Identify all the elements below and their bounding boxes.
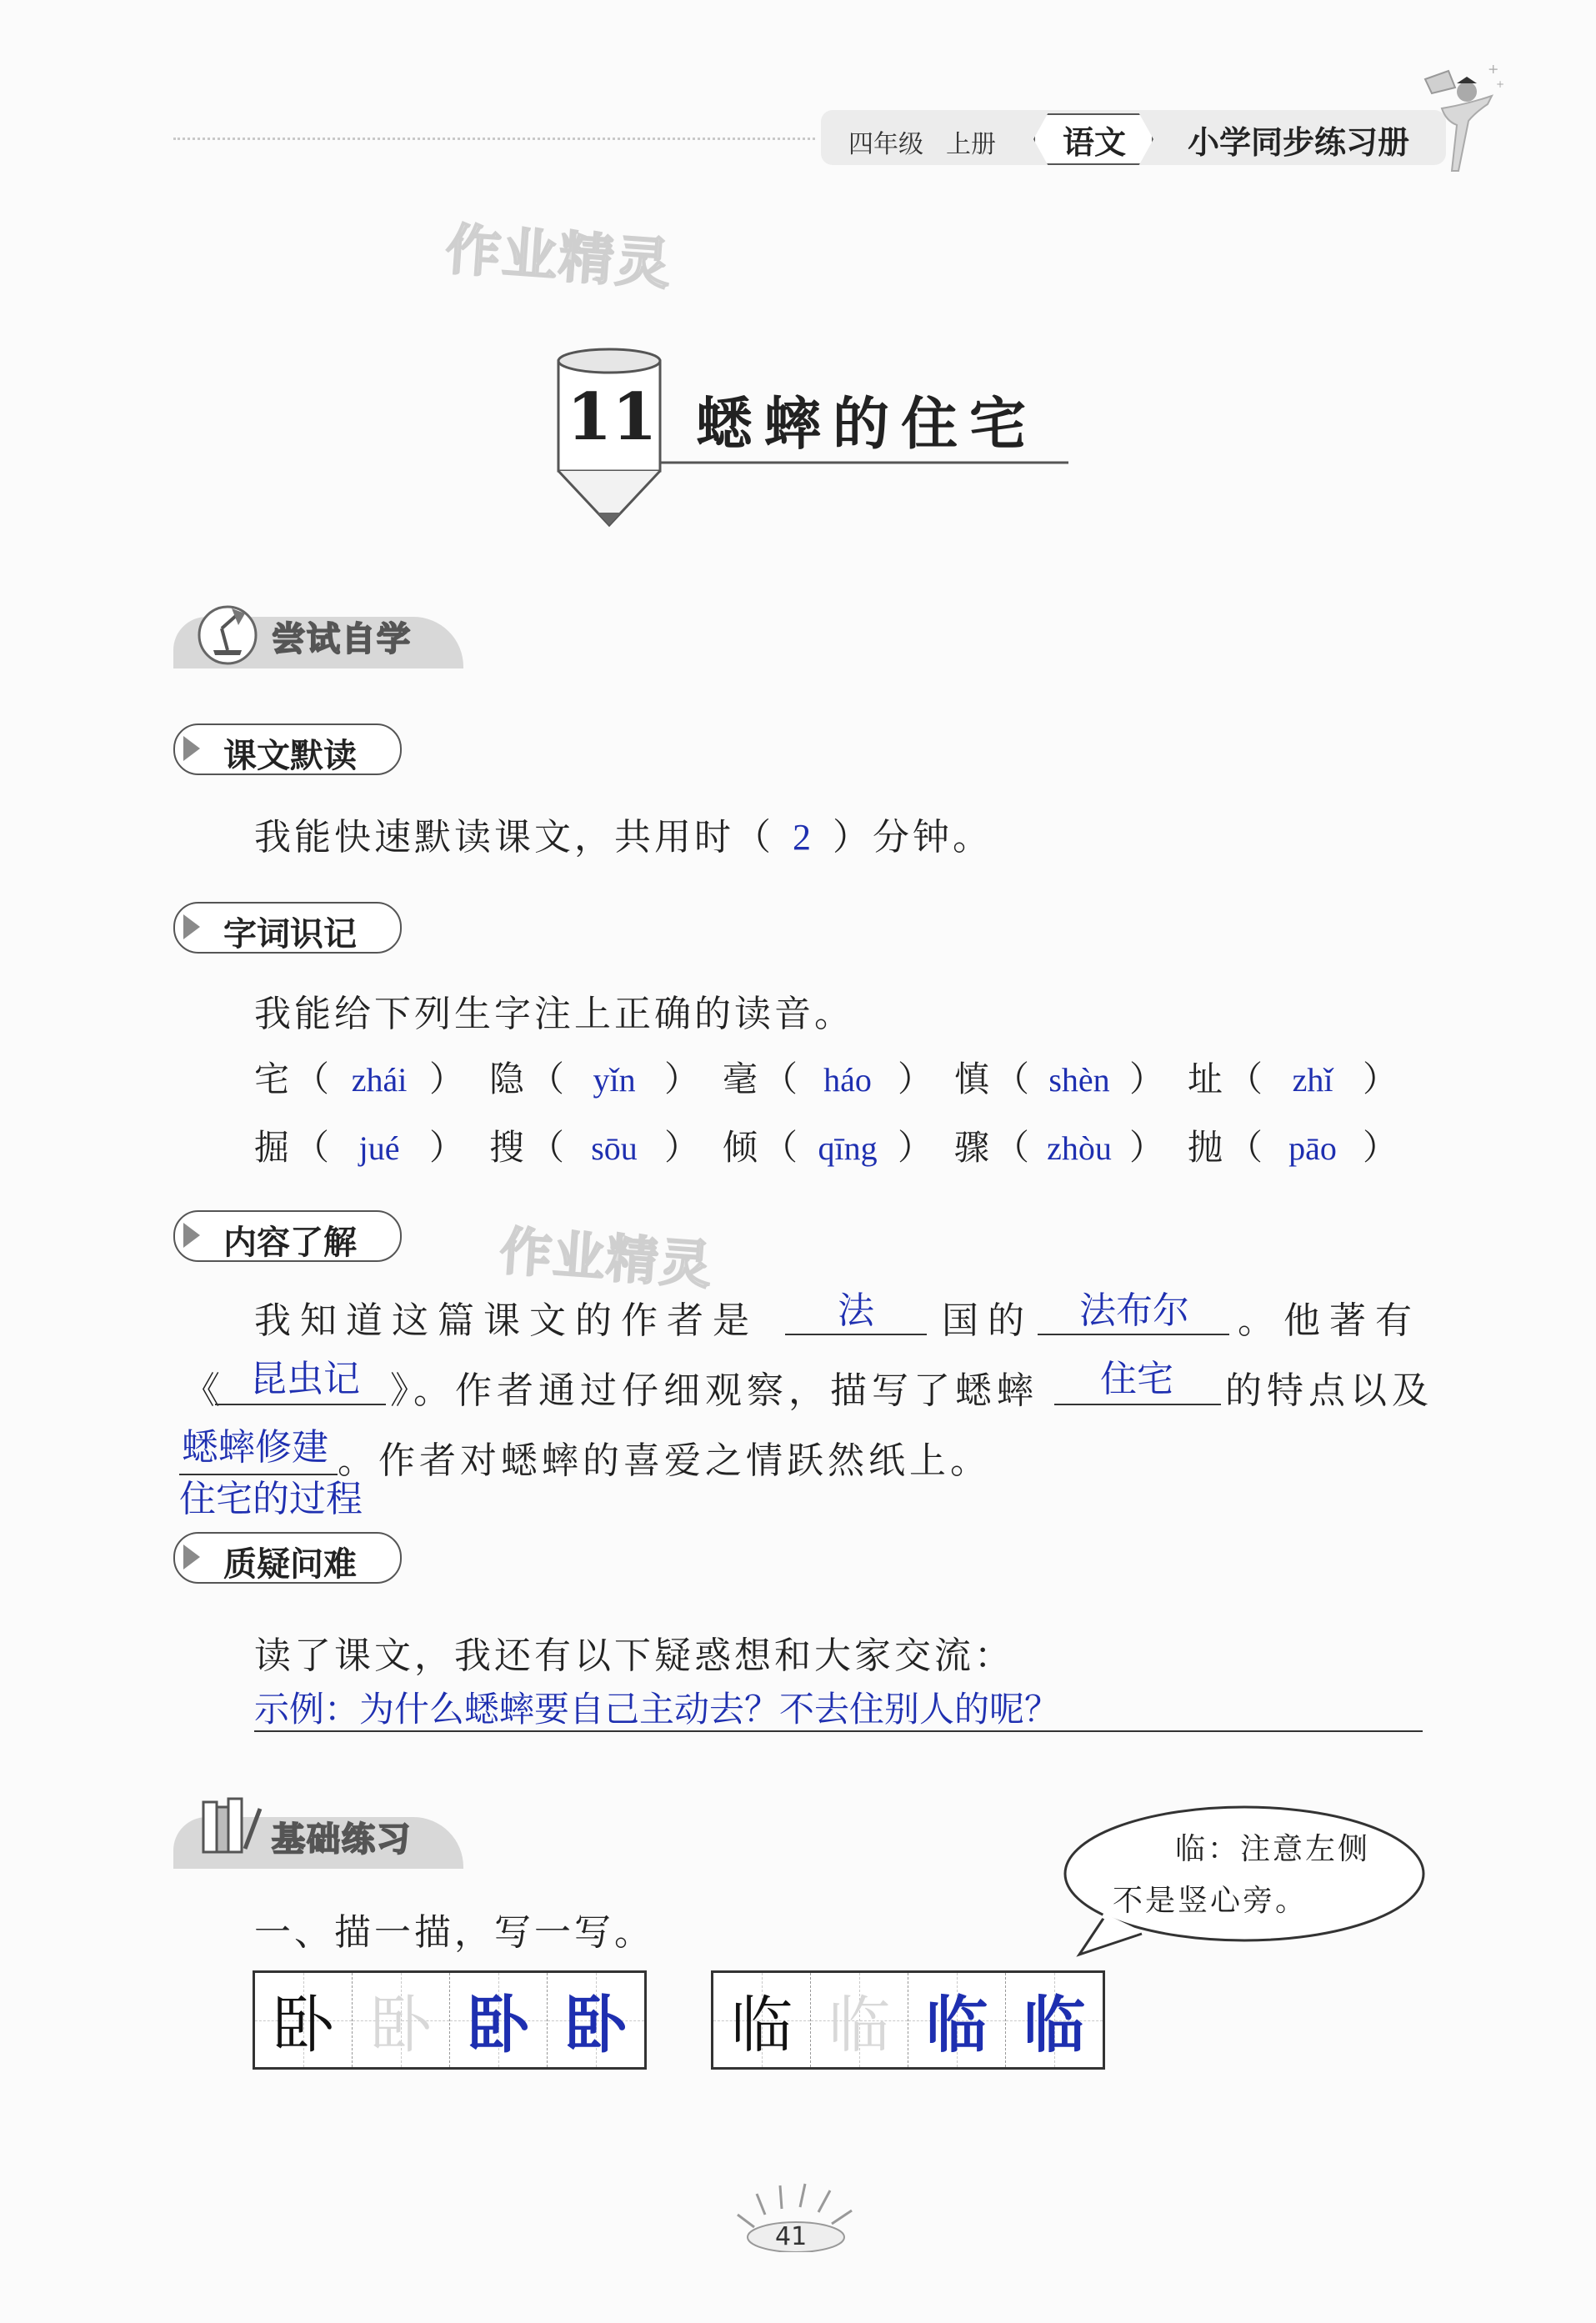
grid-char: 卧	[273, 1989, 334, 2061]
paren-open: （	[1228, 1127, 1263, 1168]
content-text-4: 《	[183, 1369, 223, 1412]
paren-open: （	[294, 1059, 330, 1099]
header-dotted-rule	[173, 138, 815, 140]
pinyin-char: 隐	[489, 1059, 525, 1099]
reading-prompt-prefix: 我能快速默读课文，共用时（	[254, 816, 774, 859]
answer-country: 法	[838, 1289, 874, 1332]
play-arrow-icon	[183, 914, 200, 939]
pinyin-char: 骤	[954, 1127, 990, 1168]
answer-feature: 住宅	[1100, 1358, 1173, 1400]
reading-time-answer: 2	[793, 817, 814, 858]
grid-cell-trace	[811, 1973, 908, 2067]
blank-feature	[1054, 1404, 1221, 1405]
bubble-line-2: 不是竖心旁。	[1113, 1884, 1308, 1918]
pinyin-item	[489, 1120, 699, 1170]
grid-char: 临	[1023, 1989, 1085, 2061]
paren-close: ）	[429, 1127, 465, 1168]
blank-author	[1038, 1334, 1229, 1335]
watermark-top: 作业精灵	[443, 217, 674, 298]
section-badge-basic-practice: 基础练习	[272, 1820, 412, 1859]
answer-process-line1: 蟋蟀修建	[182, 1426, 328, 1469]
subsection-label-content	[173, 1210, 402, 1262]
grid-cell-model	[713, 1973, 811, 2067]
pinyin-answer: háo	[823, 1061, 872, 1099]
answer-book: 昆虫记	[250, 1358, 360, 1400]
watermark-middle: 作业精灵	[498, 1220, 715, 1296]
pinyin-item	[254, 1120, 464, 1170]
pinyin-item	[954, 1052, 1164, 1102]
student-mascot-icon	[1408, 58, 1508, 175]
pinyin-item	[1188, 1052, 1398, 1102]
subsection-label-reading	[173, 723, 402, 775]
pinyin-char: 宅	[254, 1059, 290, 1099]
pinyin-answer: shèn	[1048, 1061, 1110, 1099]
grid-char: 临	[731, 1989, 793, 2061]
paren-close: ）	[1363, 1059, 1398, 1099]
subsection-label-text: 字词识记	[223, 915, 357, 954]
paren-open: （	[763, 1059, 798, 1099]
paren-open: （	[294, 1127, 330, 1168]
paren-close: ）	[1363, 1127, 1398, 1168]
svg-text:+: +	[1496, 78, 1505, 90]
pinyin-answer: zhòu	[1047, 1129, 1112, 1167]
grid-char: 临	[828, 1989, 890, 2061]
pinyin-answer: zhǐ	[1292, 1061, 1333, 1099]
question-answer: 示例：为什么蟋蟀要自己主动去？不去住别人的呢？	[254, 1689, 1060, 1730]
grid-cell-written	[548, 1973, 644, 2067]
play-arrow-icon	[183, 1544, 200, 1570]
header-book-title: 小学同步练习册	[1188, 124, 1410, 161]
subsection-label-text: 质疑问难	[223, 1545, 357, 1584]
lesson-number: 11	[567, 379, 658, 455]
pinyin-item	[254, 1052, 464, 1102]
paren-close: ）	[898, 1127, 933, 1168]
paren-close: ）	[664, 1059, 700, 1099]
pinyin-answer: pāo	[1288, 1129, 1337, 1167]
grid-char: 卧	[565, 1989, 627, 2061]
desk-lamp-icon	[190, 592, 265, 667]
writing-grid-lin	[711, 1970, 1105, 2070]
paren-open: （	[994, 1059, 1030, 1099]
bubble-line-1: 临：注意左侧	[1175, 1832, 1371, 1866]
grid-cell-written	[908, 1973, 1006, 2067]
lesson-title: 蟋蟀的住宅	[696, 391, 1038, 458]
header-grade: 四年级	[848, 130, 923, 159]
grid-char: 卧	[370, 1989, 432, 2061]
question-prompt: 读了课文，我还有以下疑惑想和大家交流：	[254, 1635, 1014, 1677]
paren-open: （	[529, 1127, 565, 1168]
blank-book	[215, 1404, 386, 1405]
content-text-5: 》。作者通过仔细观察，描写了蟋蟀	[390, 1369, 1038, 1412]
grid-cell-written	[1006, 1973, 1103, 2067]
pinyin-item	[489, 1052, 699, 1102]
play-arrow-icon	[183, 736, 200, 761]
pinyin-item	[1188, 1120, 1398, 1170]
content-text-2: 国的	[942, 1299, 1033, 1342]
pinyin-item	[954, 1120, 1164, 1170]
header-subject: 语文	[1063, 124, 1127, 161]
subsection-label-question	[173, 1532, 402, 1584]
pinyin-char: 抛	[1188, 1127, 1223, 1168]
blank-country	[785, 1334, 927, 1335]
grid-cell-written	[450, 1973, 548, 2067]
paren-close: ）	[429, 1059, 465, 1099]
pinyin-char: 倾	[723, 1127, 758, 1168]
subsection-label-words	[173, 902, 402, 954]
grid-cell-trace	[353, 1973, 450, 2067]
grid-char: 卧	[468, 1989, 529, 2061]
pinyin-char: 毫	[723, 1059, 758, 1099]
paren-close: ）	[1129, 1059, 1165, 1099]
pinyin-answer: zhái	[351, 1061, 408, 1099]
answer-process-line2: 住宅的过程	[179, 1478, 363, 1520]
pinyin-item	[723, 1120, 933, 1170]
grid-cell-model	[255, 1973, 353, 2067]
subsection-label-text: 内容了解	[223, 1224, 357, 1262]
header-term: 上册	[946, 130, 996, 159]
play-arrow-icon	[183, 1223, 200, 1248]
paren-close: ）	[664, 1127, 700, 1168]
pinyin-char: 搜	[489, 1127, 525, 1168]
paren-open: （	[763, 1127, 798, 1168]
pinyin-answer: sōu	[591, 1129, 638, 1167]
pinyin-table	[254, 1052, 1421, 1202]
content-text-7: 。作者对蟋蟀的喜爱之情跃然纸上。	[338, 1439, 991, 1482]
books-pencil-icon	[193, 1790, 268, 1867]
content-text-1: 我知道这篇课文的作者是	[254, 1299, 758, 1342]
section-badge-self-study: 尝试自学	[272, 620, 412, 658]
svg-text:+: +	[1488, 61, 1499, 77]
pinyin-item	[723, 1052, 933, 1102]
reading-prompt	[254, 807, 993, 860]
pinyin-char: 掘	[254, 1127, 290, 1168]
paren-close: ）	[898, 1059, 933, 1099]
pinyin-char: 慎	[954, 1059, 990, 1099]
content-text-3: 。他著有	[1238, 1299, 1421, 1342]
pinyin-answer: yǐn	[593, 1061, 636, 1099]
paren-open: （	[529, 1059, 565, 1099]
paren-open: （	[994, 1127, 1030, 1168]
answer-author: 法布尔	[1079, 1289, 1189, 1332]
pinyin-answer: jué	[358, 1129, 400, 1167]
paren-open: （	[1228, 1059, 1263, 1099]
paren-close: ）	[1129, 1127, 1165, 1168]
content-text-6: 的特点以及	[1225, 1369, 1433, 1412]
words-prompt: 我能给下列生字注上正确的读音。	[254, 993, 854, 1035]
pinyin-char: 址	[1188, 1059, 1223, 1099]
pinyin-answer: qīng	[818, 1129, 878, 1167]
reading-prompt-suffix: ）分钟。	[833, 816, 993, 859]
practice-task-title: 一、描一描，写一写。	[254, 1911, 654, 1954]
writing-grid-wo	[253, 1970, 647, 2070]
question-answer-line	[254, 1730, 1423, 1732]
page-number: 41	[775, 2222, 808, 2251]
grid-char: 临	[926, 1989, 988, 2061]
subsection-label-text: 课文默读	[223, 737, 357, 775]
